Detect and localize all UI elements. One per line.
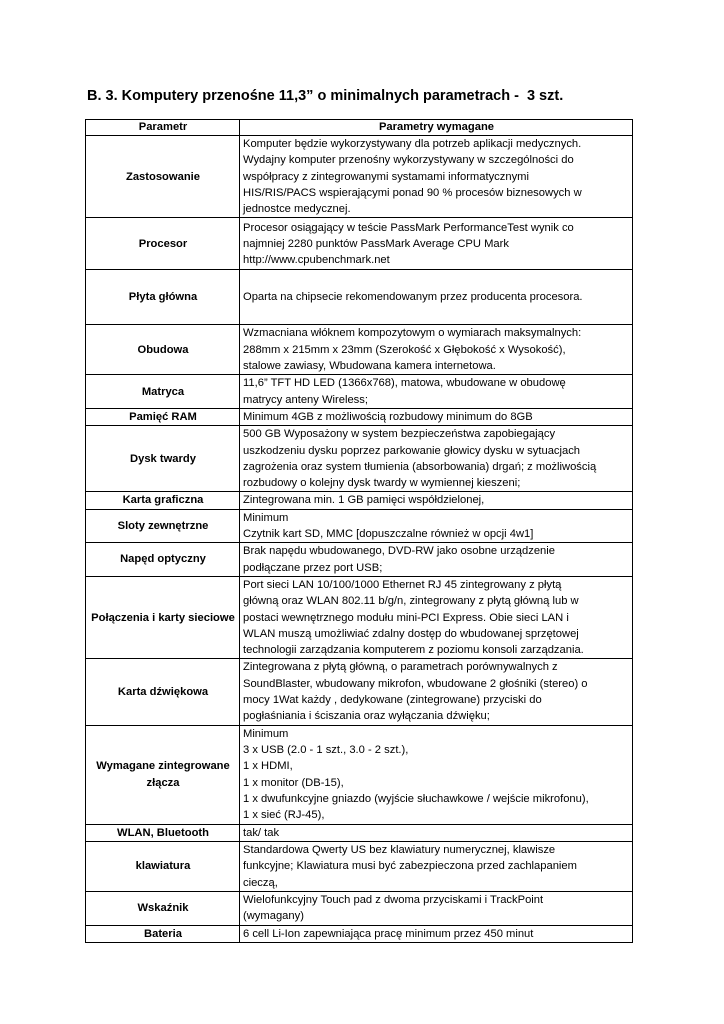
param-name: Napęd optyczny xyxy=(86,543,240,577)
param-name: Pamięć RAM xyxy=(86,408,240,425)
param-value-line: Procesor osiągający w teście PassMark PerformanceTest wynik co xyxy=(243,221,574,234)
param-name: Wskaźnik xyxy=(86,891,240,925)
param-value-line: postaci wewnętrznego modułu mini-PCI Express. Obie sieci LAN i xyxy=(243,611,569,624)
header-parametry-wymagane: Parametry wymagane xyxy=(240,120,633,136)
param-value xyxy=(240,576,633,658)
param-value-line: WLAN muszą umożliwiać zdalny dostęp do wbudowanej sprzętowej xyxy=(243,627,579,640)
param-value-line: Komputer będzie wykorzystywany dla potrzeb aplikacji medycznych. xyxy=(243,138,582,150)
table-row xyxy=(86,841,633,891)
param-value-line: Zintegrowana z płytą główną, o parametrach porównywalnych z xyxy=(243,661,558,674)
param-value-line: najmniej 2280 punktów PassMark Average CPU Mark xyxy=(243,237,509,250)
param-value-line: 1 x monitor (DB-15), xyxy=(243,776,344,789)
table-row xyxy=(86,325,633,375)
param-value xyxy=(240,725,633,824)
param-name: Karta dźwiękowa xyxy=(86,659,240,725)
table-row xyxy=(86,375,633,409)
param-value-line: Wzmacniana włóknem kompozytowym o wymiarach maksymalnych: xyxy=(243,327,582,340)
table-row xyxy=(86,891,633,925)
param-value-line: 288mm x 215mm x 23mm (Szerokość x Głębokość x Wysokość), xyxy=(243,343,566,356)
param-value-line: 1 x dwufunkcyjne gniazdo (wyjście słuchawkowe / wejście mikrofonu), xyxy=(243,792,589,805)
param-value xyxy=(240,492,633,509)
param-value-line: cieczą, xyxy=(243,876,278,889)
param-name: Zastosowanie xyxy=(86,136,240,218)
table-row xyxy=(86,492,633,509)
param-value-line: uszkodzeniu dysku poprzez parkowanie głowicy dysku w sytuacjach xyxy=(243,444,581,457)
param-name: Płyta główna xyxy=(86,270,240,325)
param-value xyxy=(240,218,633,270)
table-row xyxy=(86,136,633,218)
param-value-line: 1 x HDMI, xyxy=(243,760,293,773)
param-value-line: technologii zarządzania komputerem z poziomu konsoli zarządzania. xyxy=(243,644,584,657)
param-value-line: pogłaśniania i ściszania oraz wyłączania dźwięku; xyxy=(243,710,490,723)
param-value-line: http://www.cpubenchmark.net xyxy=(243,254,390,267)
param-value-line: matrycy anteny Wireless; xyxy=(243,393,368,406)
param-value-line: Brak napędu wbudowanego, DVD-RW jako osobne urządzenie xyxy=(243,545,555,558)
param-name: Sloty zewnętrzne xyxy=(86,509,240,543)
param-value-line: Minimum 4GB z możliwością rozbudowy minimum do 8GB xyxy=(243,410,533,423)
param-value-line: stalowe zawiasy, Wbudowana kamera internetowa. xyxy=(243,360,496,373)
param-value-line: SoundBlaster, wbudowany mikrofon, wbudowane 2 głośniki (stereo) o xyxy=(243,677,588,690)
table-row xyxy=(86,543,633,577)
param-value-line: Standardowa Qwerty US bez klawiatury numerycznej, klawisze xyxy=(243,843,556,856)
param-value-line: 11,6” TFT HD LED (1366x768), matowa, wbudowane w obudowę xyxy=(243,377,566,390)
param-value xyxy=(240,408,633,425)
param-name: WLAN, Bluetooth xyxy=(86,824,240,841)
param-value-line: 3 x USB (2.0 - 1 szt., 3.0 - 2 szt.), xyxy=(243,744,409,757)
section-heading: B. 3. Komputery przenośne 11,3” o minimalnych parametrach - 3 szt. xyxy=(87,88,564,104)
param-value-line: zagrożenia oraz system tłumienia (absorbowania) drgań; z możliwością xyxy=(243,460,597,473)
param-name: Połączenia i karty sieciowe xyxy=(86,576,240,658)
param-value xyxy=(240,891,633,925)
param-value-line: 6 cell Li-Ion zapewniająca pracę minimum przez 450 minut xyxy=(243,927,534,940)
param-name: Matryca xyxy=(86,375,240,409)
param-value-line: HIS/RIS/PACS wspierającymi ponad 90 % procesów biznesowych w xyxy=(243,186,582,199)
param-value xyxy=(240,543,633,577)
param-value-line: Czytnik kart SD, MMC [dopuszczalne również w opcji 4w1] xyxy=(243,528,534,541)
param-name: Karta graficzna xyxy=(86,492,240,509)
param-value-line: Wydajny komputer przenośny wykorzystywany w szczególności do xyxy=(243,154,574,167)
param-name: Bateria xyxy=(86,925,240,942)
table-row xyxy=(86,408,633,425)
param-name: klawiatura xyxy=(86,841,240,891)
table-header-row xyxy=(86,120,633,136)
table-row xyxy=(86,659,633,725)
param-name: Dysk twardy xyxy=(86,426,240,492)
param-name: Wymagane zintegrowane złącza xyxy=(86,725,240,824)
param-value xyxy=(240,270,633,325)
param-value-line: podłączane przez port USB; xyxy=(243,561,383,574)
param-value xyxy=(240,925,633,942)
param-value-line: tak/ tak xyxy=(243,826,280,839)
table-row xyxy=(86,925,633,942)
spec-table xyxy=(85,119,633,943)
table-row xyxy=(86,270,633,325)
param-value-line: Minimum xyxy=(243,511,289,524)
header-parametr: Parametr xyxy=(86,120,240,136)
param-value-line: Port sieci LAN 10/100/1000 Ethernet RJ 45 zintegrowany z płytą xyxy=(243,578,562,591)
param-value xyxy=(240,136,633,218)
param-value-line: jednostce medycznej. xyxy=(243,203,351,216)
table-row xyxy=(86,576,633,658)
table-row xyxy=(86,824,633,841)
param-name: Procesor xyxy=(86,218,240,270)
param-value-line: Oparta na chipsecie rekomendowanym przez producenta procesora. xyxy=(243,291,583,304)
param-value xyxy=(240,841,633,891)
table-row xyxy=(86,725,633,824)
param-value-line: funkcyjne; Klawiatura musi być zabezpieczona przed zachlapaniem xyxy=(243,860,577,873)
param-value-line: Minimum xyxy=(243,727,289,740)
param-value-line: Wielofunkcyjny Touch pad z dwoma przyciskami i TrackPoint xyxy=(243,893,544,906)
param-name: Obudowa xyxy=(86,325,240,375)
param-value xyxy=(240,325,633,375)
param-value xyxy=(240,824,633,841)
table-row xyxy=(86,218,633,270)
param-value xyxy=(240,659,633,725)
param-value-line: rozbudowy o kolejny dysk twardy w wymiennej kieszeni; xyxy=(243,477,521,490)
param-value-line: współpracy z zintegrowanymi systamami informatycznymi xyxy=(243,170,529,183)
param-value-line: 500 GB Wyposażony w system bezpieczeństwa zapobiegający xyxy=(243,428,556,441)
param-value-line: mocy 1Wat każdy , dedykowane (zintegrowane) przyciski do xyxy=(243,694,542,707)
param-value-line: Zintegrowana min. 1 GB pamięci współdzielonej, xyxy=(243,494,485,507)
param-value-line: główną oraz WLAN 802.11 b/g/n, zintegrowany z płytą główną lub w xyxy=(243,595,579,608)
param-value-line: (wymagany) xyxy=(243,910,304,923)
table-row xyxy=(86,426,633,492)
param-value xyxy=(240,375,633,409)
param-value xyxy=(240,426,633,492)
table-row xyxy=(86,509,633,543)
param-value-line: 1 x sieć (RJ-45), xyxy=(243,809,325,822)
param-value xyxy=(240,509,633,543)
